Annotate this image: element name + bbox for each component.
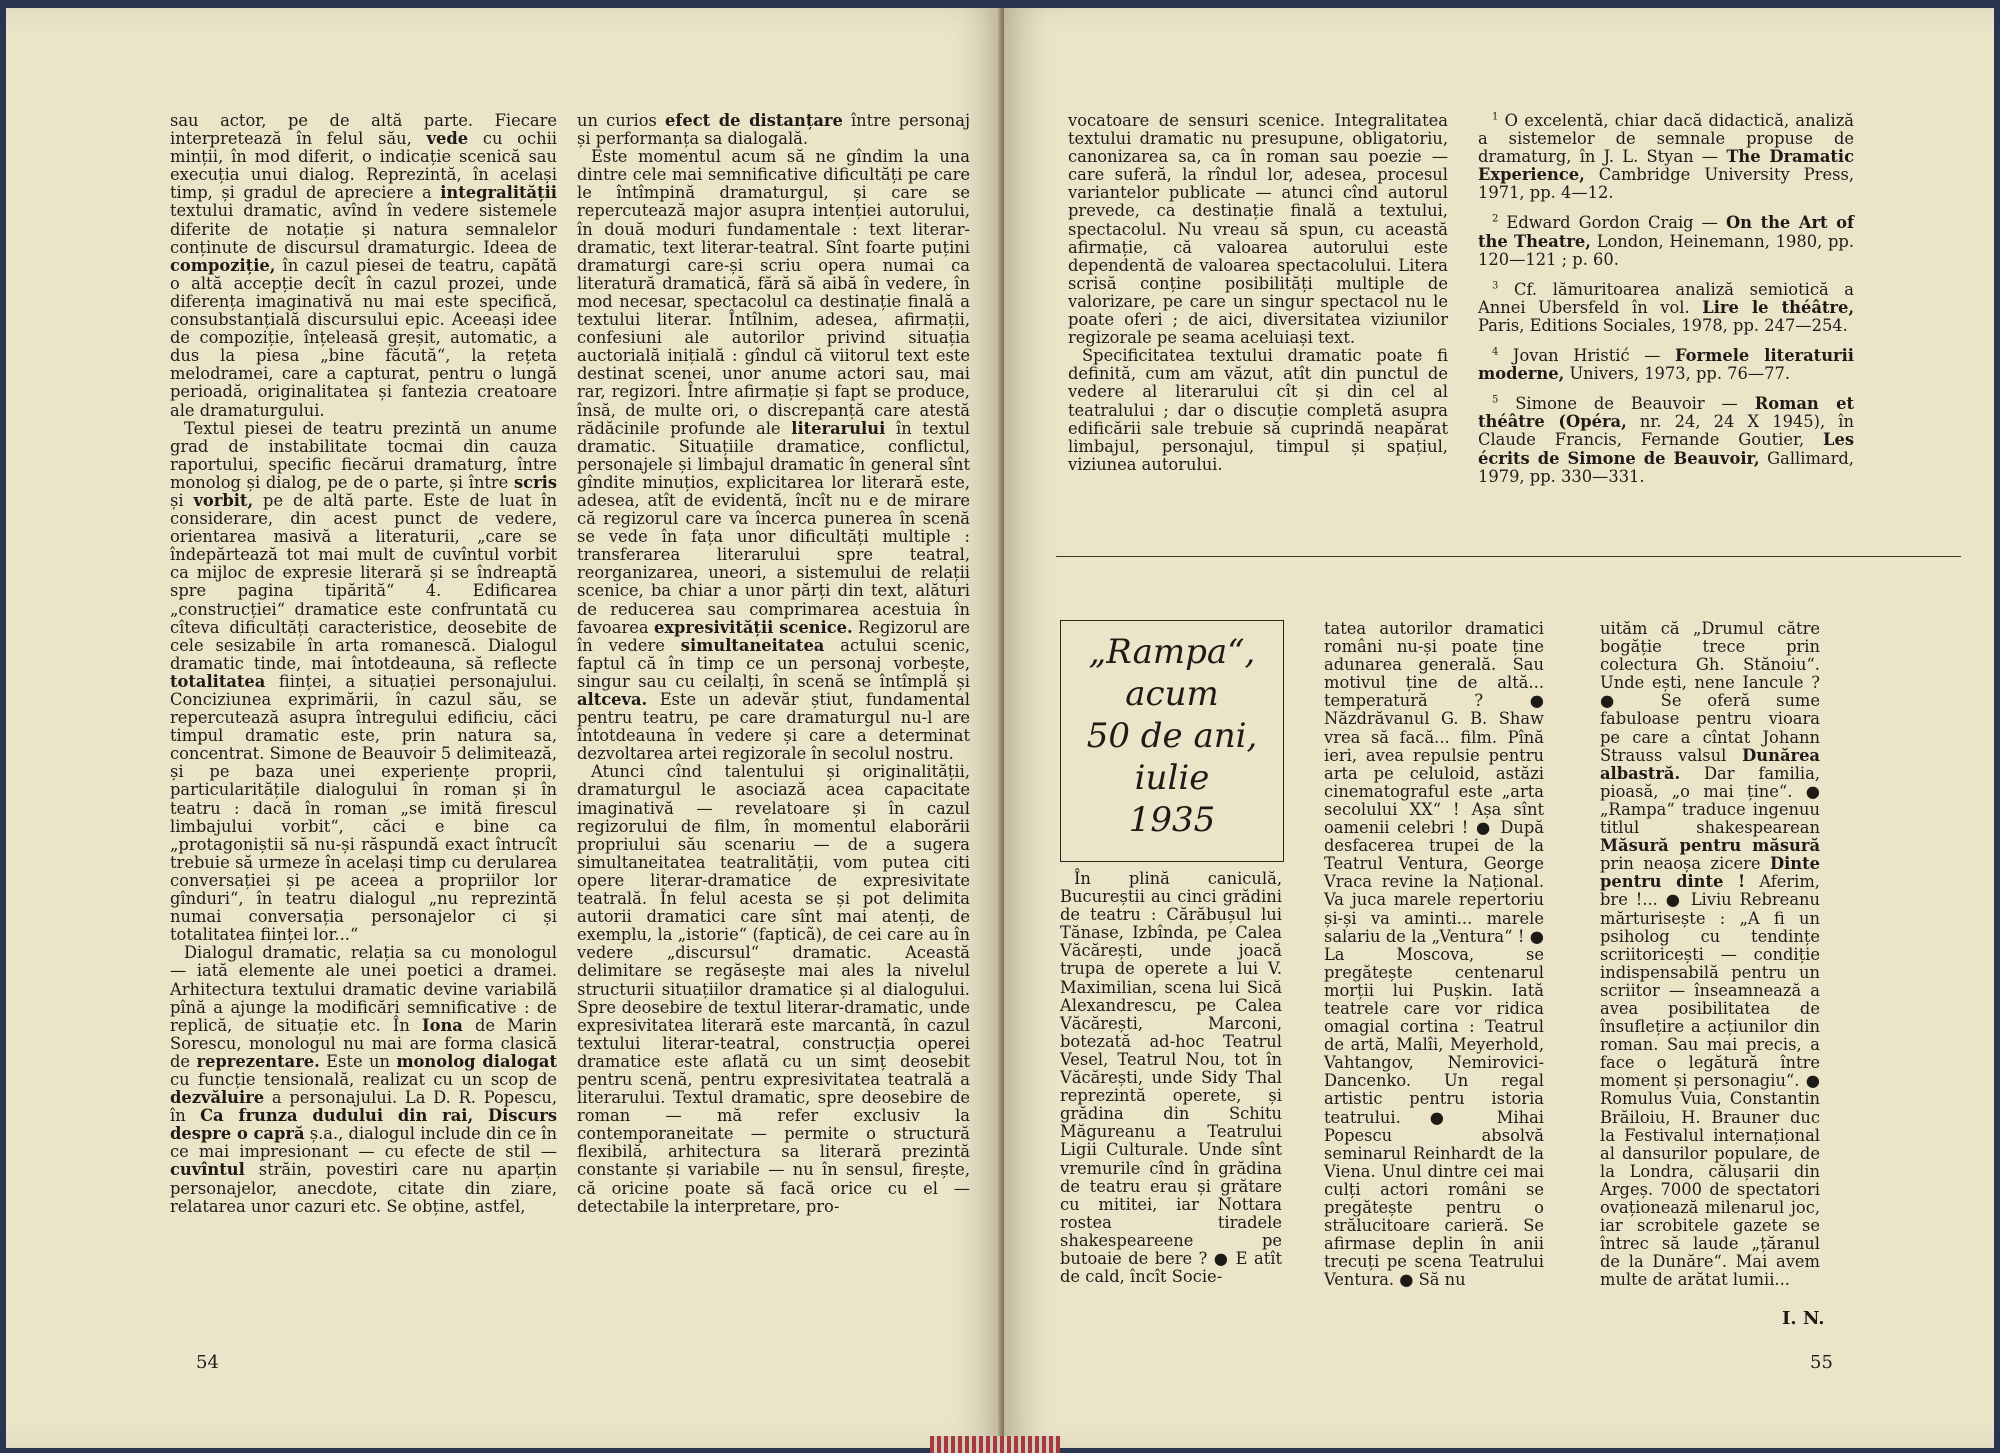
bold-text: Lire le théâtre, bbox=[1702, 297, 1855, 317]
bold-text: cuvîntul bbox=[170, 1160, 245, 1180]
footnote: $^2$ Edward Gordon Craig — On the Art of the Theatre, London, Heinemann, 1980, pp. 120—121 ; p. 60. bbox=[1478, 213, 1854, 269]
footnote: $^4$ Jovan Hristić — Formele literaturii moderne, Univers, 1973, pp. 76—77. bbox=[1478, 346, 1854, 384]
paragraph: Dialogul dramatic, relația sa cu monologul — iată elemente ale unei poetici a dramei. Arhitectura textului dramatic devine variabilă pînă a ajunge la modificări semnificative : de replică, de situație etc. În Iona de Marin Sorescu, monologul nu mai are forma clasică de reprezentare. Este un monolog dialogat cu funcție tensională, realizat cu un scop de dezvăluire a personajului. La D. R. Popescu, în Ca frunza dudului din rai, Discurs despre o capră ș.a., dialogul include din ce în ce mai impresionant — cu efecte de stil — cuvîntul străin, povestiri care nu aparțin personajelor, anecdote, citate din ziare, relatarea unor cazuri etc. Se obține, astfel, bbox=[170, 943, 558, 1216]
paragraph: În plină caniculă, Bucureștii au cinci grădini de teatru : Cărăbușul lui Tănase, Izbînda, pe Calea Văcărești, unde joacă trupa de operete a lui V. Maximilian, scena lui Sică Alexandrescu, pe Calea Văcărești, Marconi, botezată ad-hoc Teatrul Vesel, Teatrul Nou, tot în Văcărești, unde Sidy Thal reprezintă operete, și grădina din Schitu Măgureanu a Teatrului Ligii Culturale. Unde sînt vremurile cînd în grădina de teatru erau și grătare cu mititei, iar Nottara rostea tiradele shakespeareene pe butoaie de bere ? ● E atît de cald, încît Socie- bbox=[1060, 869, 1282, 1287]
right-page bbox=[1004, 8, 1994, 1448]
footnote-number: 1 bbox=[1492, 111, 1499, 123]
box-title-line: 1935 bbox=[1128, 800, 1216, 840]
box-title-line: 50 de ani, bbox=[1086, 716, 1258, 756]
paragraph: sau actor, pe de altă parte. Fiecare interpretează în felul său, vede cu ochii minții, în mod diferit, o indicație scenică sau execuția unui dialog. Reprezintă, în același timp, și gradul de apreciere a integralității textului dramatic, avînd în vedere sistemele diferite de notație și natura semnalelor conținute de discursul dramaturgic. Ideea de compoziție, în cazul piesei de teatru, capătă o altă accepție decît în cazul prozei, unde diferența imaginativă nu mai este specifică, consubstanțială discursului epic. Aceeași idee de compoziție, înțeleasă greșit, automatic, a dus la piesa „bine făcută“, la rețeta melodramei, care a capturat, pentru o lungă perioadă, originalitatea și fantezia creatoare ale dramaturgului. bbox=[170, 111, 558, 420]
bold-text: integralității bbox=[440, 183, 557, 203]
left-column-2 bbox=[577, 112, 970, 1216]
paragraph: Este momentul acum să ne gîndim la una dintre cele mai semnificative dificultăți pe care le întîmpină dramaturgul, și care se repercutează major asupra intenției autorului, în două moduri fundamentale : text literar-dramatic, text literar-teatral. Sînt foarte puțini dramaturgi care-și scriu opera numai ca literatură dramatică, fără să aibă în vedere, în mod necesar, spectacolul ca destinație finală a textului literar. Întîlnim, adesea, afirmații, confesiuni ale autorilor privind situația auctorială inițială : gîndul că viitorul text este destinat scenei, unor anume actori sau, mai rar, regizori. Între afirmație și fapt se produce, însă, de multe ori, o discrepanță care atestă rădăcinile profunde ale literarului în textul dramatic. Situațiile dramatice, conflictul, personajele și limbajul dramatic în general sînt gîndite minuțios, explicitarea lor literară este, adesea, atît de evidentă, încît nu e de mirare că regizorul care va încerca punerea în scenă se vede în fața unor dificultăți multiple : transferarea literarului spre teatral, reorganizarea, uneori, a sistemului de relații scenice, ba chiar a unor părți din text, alături de reducerea sau comprimarea acestuia în favoarea expresivității scenice. Regizorul are în vedere simultaneitatea actului scenic, faptul că în timp ce un personaj vorbește, singur sau cu ceilalți, în scenă se întîmplă și altceva. Este un adevăr știut, fundamental pentru teatru, pe care dramaturgul nu-l are întotdeauna în vedere și care a determinat dezvoltarea artei regizorale în secolul nostru. bbox=[577, 147, 970, 764]
rampa-column-1 bbox=[1060, 870, 1282, 1286]
bold-text: compoziție, bbox=[170, 255, 276, 275]
rampa-column-2 bbox=[1324, 620, 1544, 1289]
bold-text: The Dramatic Experience, bbox=[1478, 147, 1854, 185]
left-page bbox=[6, 8, 1001, 1448]
bold-text: Dunărea albastră. bbox=[1600, 745, 1820, 783]
bold-text: dezvăluire bbox=[170, 1088, 265, 1108]
paragraph: tatea autorilor dramatici români nu-și poate ține adunarea generală. Sau motivul ține de altă... temperatură ? ● Năzdrăvanul G. B. Shaw vrea să facă... film. Pînă ieri, avea repulsie pentru arta pe celuloid, astăzi cinematograful este „arta secolului XX“ ! Așa sînt oamenii celebri ! ● După desfacerea trupei de la Teatrul Ventura, George Vraca revine la Național. Va juca marele repertoriu și-și va aminti... marele salariu de la „Ventura“ ! ● La Moscova, se pregătește centenarul morții lui Pușkin. Iată teatrele care vor ridica omagial cortina : Teatrul de artă, Malîi, Meyerhold, Vahtangov, Nemirovici-Dancenko. Un regal artistic pentru istoria teatrului. ● Mihai Popescu absolvă seminarul Reinhardt de la Viena. Unul dintre cei mai culți actori români se pregătește pentru o strălucitoare carieră. Se afirmase deplin în anii trecuți pe scena Teatrului Ventura. ● Să nu bbox=[1324, 619, 1544, 1290]
bold-text: expresivității scenice. bbox=[653, 617, 853, 637]
bold-text: Roman et théâtre (Opéra, bbox=[1478, 394, 1854, 432]
footnote: $^1$ O excelentă, chiar dacă didactică, analiză a sistemelor de semnale propuse de dramaturg, în J. L. Styan — The Dramatic Experience, Cambridge University Press, 1971, pp. 4—12. bbox=[1478, 111, 1854, 203]
bold-text: monolog dialogat bbox=[396, 1051, 558, 1071]
bold-text: Ca frunza dudului din rai, Discurs despre o capră bbox=[170, 1106, 557, 1144]
page-number: 55 bbox=[1810, 1352, 1833, 1373]
footnote-number: 4 bbox=[1492, 346, 1499, 358]
bold-text: Dinte pentru dinte ! bbox=[1600, 854, 1820, 892]
paragraph: vocatoare de sensuri scenice. Integralitatea textului dramatic nu presupune, obligatoriu, canonizarea sa, ca în roman sau poezie — care suferă, la rîndul lor, adesea, procesul variantelor publicate — atunci cînd autorul prevede, ca destinație finală a textului, spectacolul. Nu vreau să spun, cu această afirmație, că valoarea autorului este dependentă de valoarea spectacolului. Litera scrisă conține posibilități multiple de valorizare, pe care un singur spectacol nu le poate oferi ; de aici, diversitatea viziunilor regizorale pe seama aceluiași text. bbox=[1068, 111, 1448, 348]
bold-text: reprezentare. bbox=[196, 1051, 320, 1071]
bold-text: totalitatea bbox=[170, 671, 266, 691]
page-number: 54 bbox=[196, 1352, 219, 1373]
bold-text: Măsură pentru măsură bbox=[1600, 836, 1820, 856]
bold-text: Les écrits de Simone de Beauvoir, bbox=[1478, 430, 1854, 468]
bold-text: scris bbox=[513, 472, 557, 492]
paragraph: Atunci cînd talentului și originalității, dramaturgul le asociază acea capacitate imaginativă — revelatoare și în cazul regizorului de film, în momentul elaborării propriului său scenariu — de a sugera simultaneitatea teatralității, vom putea citi opere literar-dramatice de expresivitate teatrală. În felul acesta se și pot delimita autorii dramatici care sînt mai atenți, de exemplu, la „istorie“ (fapticã), de cei care au în vedere „discursul“ dramatic. Această delimitare se regăsește mai ales la nivelul structurii situațiilor dramatice și al dialogului. Spre deosebire de textul literar-dramatic, unde expresivitatea literară este marcantă, în cazul textului literar-teatral, construcția operei dramatice este aflată cu un simț deosebit pentru scenă, pentru expresivitatea teatrală a literarului. Textul dramatic, spre deosebire de roman — mă refer exclusiv la contemporaneitate — permite o structură flexibilă, arhitectura sa literară prezintă constante și variabile — nu în sensul, firește, că oricine poate să facă orice cu el — detectabile la interpretare, pro- bbox=[577, 762, 970, 1216]
bold-text: literarului bbox=[791, 418, 886, 438]
footnote-number: 5 bbox=[1492, 394, 1499, 406]
box-title-line: iulie bbox=[1134, 758, 1210, 798]
footnote: $^5$ Simone de Beauvoir — Roman et théâtre (Opéra, nr. 24, 24 X 1945), în Claude Francis, Fernande Goutier, Les écrits de Simone de Beauvoir, Gallimard, 1979, pp. 330—331. bbox=[1478, 394, 1854, 486]
rampa-column-3 bbox=[1600, 620, 1820, 1289]
paragraph: Textul piesei de teatru prezintă un anume grad de instabilitate tocmai din cauza raportului, specific fiecărui dramaturg, între monolog și dialog, pe de o parte, și între scris și vorbit, pe de altă parte. Este de luat în considerare, din acest punct de vedere, orientarea masivă a literaturii, „care se îndepărtează tot mai mult de cuvîntul vorbit ca mijloc de expresie literară și se îndreaptă spre pagina tipărită“ 4. Edificarea „construcției“ dramatice este confruntată cu cîteva dificultăți caracteristice, deosebite de cele sesizabile în arta romanescă. Dialogul dramatic tinde, mai întotdeauna, să reflecte totalitatea ființei, a situației personajului. Conciziunea exprimării, în cazul său, se repercutează asupra întregului edificiu, căci timpul dramatic este, prin natura sa, concentrat. Simone de Beauvoir 5 delimitează, și pe baza unei experiențe proprii, particularitățile dialogului în roman și în teatru : dacă în roman „se imită firescul limbajului vorbit“, căci e bine ca „protagoniștii să nu-și răspundă exact întrucît trebuie să urmeze în același timp cu derularea conversației și pe aceea a propriilor lor gînduri“, în teatru dialogul „nu reprezintă numai conversația personajelor ci și totalitatea ființei lor...“ bbox=[170, 418, 557, 945]
paragraph: Specificitatea textului dramatic poate fi definită, cum am văzut, atît din punctul de vedere al literarului cît și din cel al teatralului ; dar o discuție completă asupra edificării sale trebuie să cuprindă neapărat limbajul, personajul, timpul și spațiul, viziunea autorului. bbox=[1068, 346, 1448, 474]
footnotes bbox=[1478, 112, 1854, 498]
bold-text: efect de distanțare bbox=[665, 111, 843, 130]
bold-text: vede bbox=[426, 129, 469, 149]
bold-text: simultaneitatea bbox=[680, 635, 825, 655]
section-divider bbox=[1056, 556, 1961, 557]
bookmark-ribbon bbox=[930, 1436, 1060, 1453]
footnote-number: 3 bbox=[1492, 280, 1499, 292]
box-title-line: acum bbox=[1125, 674, 1219, 714]
bold-text: altceva. bbox=[577, 690, 648, 709]
footnote-number: 2 bbox=[1492, 214, 1499, 226]
signature: I. N. bbox=[1782, 1308, 1825, 1329]
paragraph: uităm că „Drumul către bogăție trece prin colectura Gh. Stănoiu“. Unde ești, nene Iancule ? ● Se oferă sume fabuloase pentru vioara pe care a cîntat Johann Strauss valsul Dunărea albastră. Dar familia, pioasă, „o mai ține“. ● „Rampa“ traduce ingenuu titlul shakespearean Măsură pentru măsură prin neaoșa zicere Dinte pentru dinte ! Aferim, bre !... ● Liviu Rebreanu mărturisește : „A fi un psiholog cu tendințe scriitoricești — condiție indispensabilă pentru un scriitor — înseamnează a avea posibilitatea de însuflețire a acțiunilor din roman. Sau mai precis, a face o legătură între moment și personagiu“. ● Romulus Vuia, Constantin Brăiloiu, H. Brauner duc la Festivalul internațional al dansurilor populare, de la Londra, călușarii din Argeș. 7000 de spectatori ovaționează milenarul joc, iar scrobitele gazete se întrec să laude „țăranul de la Dunăre“. Mai avem multe de arătat lumii... bbox=[1600, 619, 1820, 1290]
footnote: $^3$ Cf. lămuritoarea analiză semiotică a Annei Ubersfeld în vol. Lire le théâtre, Paris, Editions Sociales, 1978, pp. 247—254. bbox=[1478, 279, 1855, 335]
right-top-column bbox=[1068, 112, 1448, 474]
bold-text: Formele literaturii moderne, bbox=[1478, 346, 1854, 384]
box-title-line: „Rampa“, bbox=[1088, 632, 1256, 672]
paragraph: un curios efect de distanțare între personaj și performanța sa dialogală. bbox=[577, 111, 970, 149]
bold-text: On the Art of the Theatre, bbox=[1478, 213, 1854, 251]
bold-text: Iona bbox=[421, 1015, 463, 1035]
left-column-1 bbox=[170, 112, 557, 1216]
rampa-title-box bbox=[1060, 620, 1284, 862]
bold-text: vorbit, bbox=[193, 490, 254, 510]
